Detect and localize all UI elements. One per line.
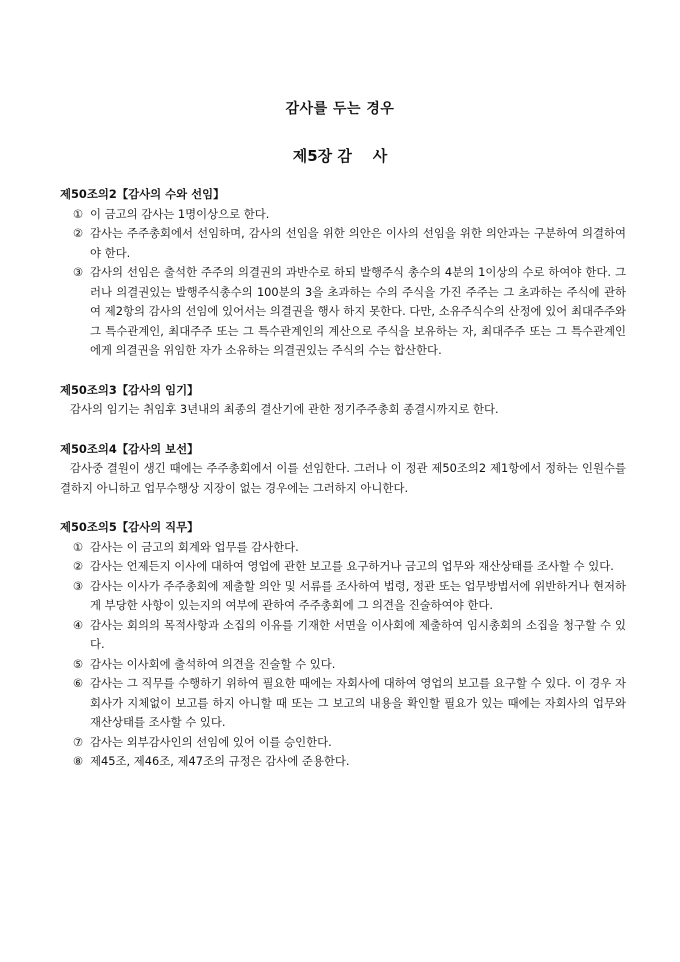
item-text: 제45조, 제46조, 제47조의 규정은 감사에 준용한다. — [90, 754, 350, 768]
item-number: ③ — [72, 578, 84, 593]
item-number: ⑦ — [72, 734, 84, 749]
article-50-2 — [60, 185, 626, 361]
article-heading: 제50조의3【감사의 임기】 — [60, 382, 199, 397]
list-item — [60, 263, 626, 361]
list-item — [60, 733, 626, 753]
list-item — [60, 752, 626, 772]
list-item — [60, 616, 626, 655]
article-paragraph: 감사중 결원이 생긴 때에는 주주총회에서 이를 선임한다. 그러나 이 정관 제50조의2 제1항에서 정하는 인원수를 결하지 아니하고 업무수행상 지장이 없는 경우에는 그러하지 아니한다. — [60, 461, 626, 495]
item-number: ⑥ — [72, 676, 84, 690]
document-title: 감사를 두는 경우 — [285, 101, 395, 117]
item-number: ③ — [72, 265, 84, 279]
article-50-4 — [60, 440, 626, 499]
item-text: 감사는 언제든지 이사에 대하여 영업에 관한 보고를 요구하거나 금고의 업무와 재산상태를 조사할 수 있다. — [90, 559, 614, 573]
article-heading: 제50조의2【감사의 수와 선임】 — [60, 187, 225, 201]
item-text: 감사는 이사회에 출석하여 의견을 진술할 수 있다. — [90, 656, 336, 671]
chapter-title: 제5장 감 사 — [292, 147, 388, 165]
article-50-5 — [60, 518, 626, 772]
item-number: ① — [72, 206, 84, 221]
article-50-3 — [60, 381, 626, 420]
list-item — [60, 655, 626, 675]
article-heading: 제50조의5【감사의 직무】 — [60, 520, 199, 534]
item-text: 감사는 그 직무를 수행하기 위하여 필요한 때에는 자회사에 대하여 영업의 보고를 요구할 수 있다. 이 경우 자회사가 지체없이 보고를 하지 아니할 때 또는 그 보고의 내용을 확인할 필요가 있는 때에는 자회사의 업무와 재산상태를 조사할 수 있다. — [90, 676, 626, 729]
item-text: 감사의 선임은 출석한 주주의 의결권의 과반수로 하되 발행주식 총수의 4분의 1이상의 수로 하여야 한다. 그러나 의결권있는 발행주식총수의 100분의 3을 초과하는 수의 주식을 가진 주주는 그 초과하는 주식에 관하여 제2항의 감사의 선임에 있어서는 의결권을 행사 하지 못한다. 다만, 소유주식수의 산정에 있어 최대주주와 그 특수관계인, 최대주주 또는 그 특수관계인의 계산으로 주식을 보유하는 자, 최대주주 또는 그 특수관계인에게 의결권을 위임한 자가 소유하는 의결권있는 주식의 수는 합산한다. — [90, 265, 626, 357]
document-body — [60, 185, 626, 772]
list-item — [60, 538, 626, 558]
item-number: ⑧ — [72, 754, 84, 768]
item-number: ① — [72, 539, 84, 554]
list-item — [60, 557, 626, 577]
list-item — [60, 674, 626, 733]
item-number: ② — [72, 559, 84, 573]
item-number: ② — [72, 226, 84, 240]
list-item — [60, 224, 626, 263]
list-item — [60, 205, 626, 225]
list-item — [60, 577, 626, 616]
item-text: 감사는 외부감사인의 선임에 있어 이를 승인한다. — [90, 734, 332, 749]
article-heading: 제50조의4【감사의 보선】 — [60, 441, 199, 456]
article-paragraph: 감사의 임기는 취임후 3년내의 최종의 결산기에 관한 정기주주총회 종결시까지로 한다. — [70, 402, 499, 416]
item-text: 감사는 주주총회에서 선임하며, 감사의 선임을 위한 의안은 이사의 선임을 위한 의안과는 구분하여 의결하여야 한다. — [90, 226, 626, 260]
item-text: 감사는 이 금고의 회계와 업무를 감사한다. — [90, 539, 299, 554]
item-text: 감사는 회의의 목적사항과 소집의 이유를 기재한 서면을 이사회에 제출하여 임시총회의 소집을 청구할 수 있다. — [90, 617, 626, 651]
item-text: 이 금고의 감사는 1명이상으로 한다. — [90, 206, 270, 221]
item-text: 감사는 이사가 주주총회에 제출할 의안 및 서류를 조사하여 법령, 정관 또는 업무방법서에 위반하거나 현저하게 부당한 사항이 있는지의 여부에 관하여 주주총회에 그 의견을 진술하여야 한다. — [90, 578, 626, 612]
item-number: ⑤ — [72, 656, 84, 671]
item-number: ④ — [72, 617, 84, 632]
